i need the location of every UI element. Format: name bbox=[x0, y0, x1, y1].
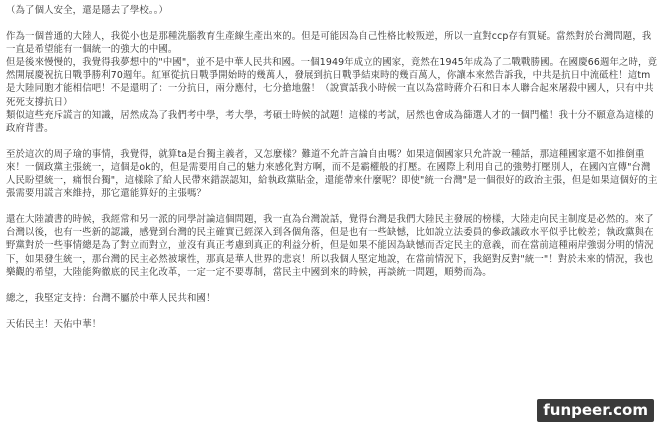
site-watermark: funpeer.com bbox=[537, 399, 654, 422]
article-intro: （為了個人安全，還是隱去了學校。。） bbox=[6, 5, 169, 16]
article-closing: 天佑民主！天佑中華！ bbox=[6, 318, 102, 330]
article-paragraph-1: 作為一個普通的大陸人，我從小也是那種洗腦教育生產線生產出來的。但是可能因為自己性格比較叛逆，所以一直對ccp存有質疑。當然對於台灣問題，我一直是希望能有一個統一的強大的中國。 但是後來慢慢的，我覺得我夢想中的"中國"，並不是中華人民共和國。一個1949年成立的國家，竟然在1945年成為了二戰戰勝國。在國慶66週年之時，竟然開展慶祝抗日戰爭勝利70週年。紅軍從抗日戰爭開始時的幾萬人，發展到抗日戰爭結束時的幾百萬人，你讓本來然告訴我，中共是抗日中流砥柱！這tm是大陸同胞才能相信吧！不是還明了：一分抗日，兩分應付，七分搶地盤！（說實話我小時候一直以為當時蔣介石和日本人聯合起來屠殺中國人，只有中共死死支撐抗日） 類似這些充斥謊言的知識，居然成為了我們考中學，考大學，考碩士時候的試題！這樣的考試，居然也會成為篩選人才的一個門檻！我十分不願意為這樣的政府背書。 bbox=[6, 31, 658, 134]
article-paragraph-2: 至於這次的周子瑜的事情，我覺得，就算ta是台獨主義者，又怎麼樣？難道不允許言論自由嗎？如果這個國家只允許說一種話，那這種國家還不如推倒重來！一個政黨主張統一，這個是ok的，但是需要用自己的魅力來感化對方啊，而不是霸權般的打壓。在國際上利用自己的強勢打壓別人，在國內宣傳"台灣人民盼望統一，痛恨台獨"，這樣除了給人民帶來錯誤認知，給執政黨貼金，還能帶來什麼呢？即使"統一台灣"是一個很好的政治主張，但是如果這個好的主張需要用謊言來維持，那它還能算好的主張嗎？ bbox=[6, 148, 658, 200]
article-paragraph-3: 還在大陸讀書的時候，我經常和另一派的同學討論這個問題，我一直為台灣說話，覺得台灣是我們大陸民主發展的榜樣，大陸走向民主制度是必然的。來了台灣以後，也有一些新的認識，感覺到台灣的民主確實已經深入到各個角落，但是也有一些缺憾，比如說立法委員的參政議政水平似乎比較差；執政黨與在野黨對於一些事情總是為了對立而對立，並沒有真正考慮到真正的利益分析，但是如果不能因為缺憾而否定民主的意義，而在當前這種兩岸強弱分明的情況下，如果發生統一，那台灣的民主必然被壞性，那真是華人世界的悲哀！所以我個人堅定地說，在當前情況下，我絕對反對"統一"！對於未來的情況，我也樂觀的希望，大陸能夠徹底的民主化改革，一定一定不要專制，當民主中國到來的時候，再談統一問題，順勢而為。 bbox=[6, 214, 654, 278]
article-conclusion: 總之，我堅定支持：台灣不屬於中華人民共和國！ bbox=[6, 292, 216, 304]
article-body bbox=[6, 4, 658, 331]
